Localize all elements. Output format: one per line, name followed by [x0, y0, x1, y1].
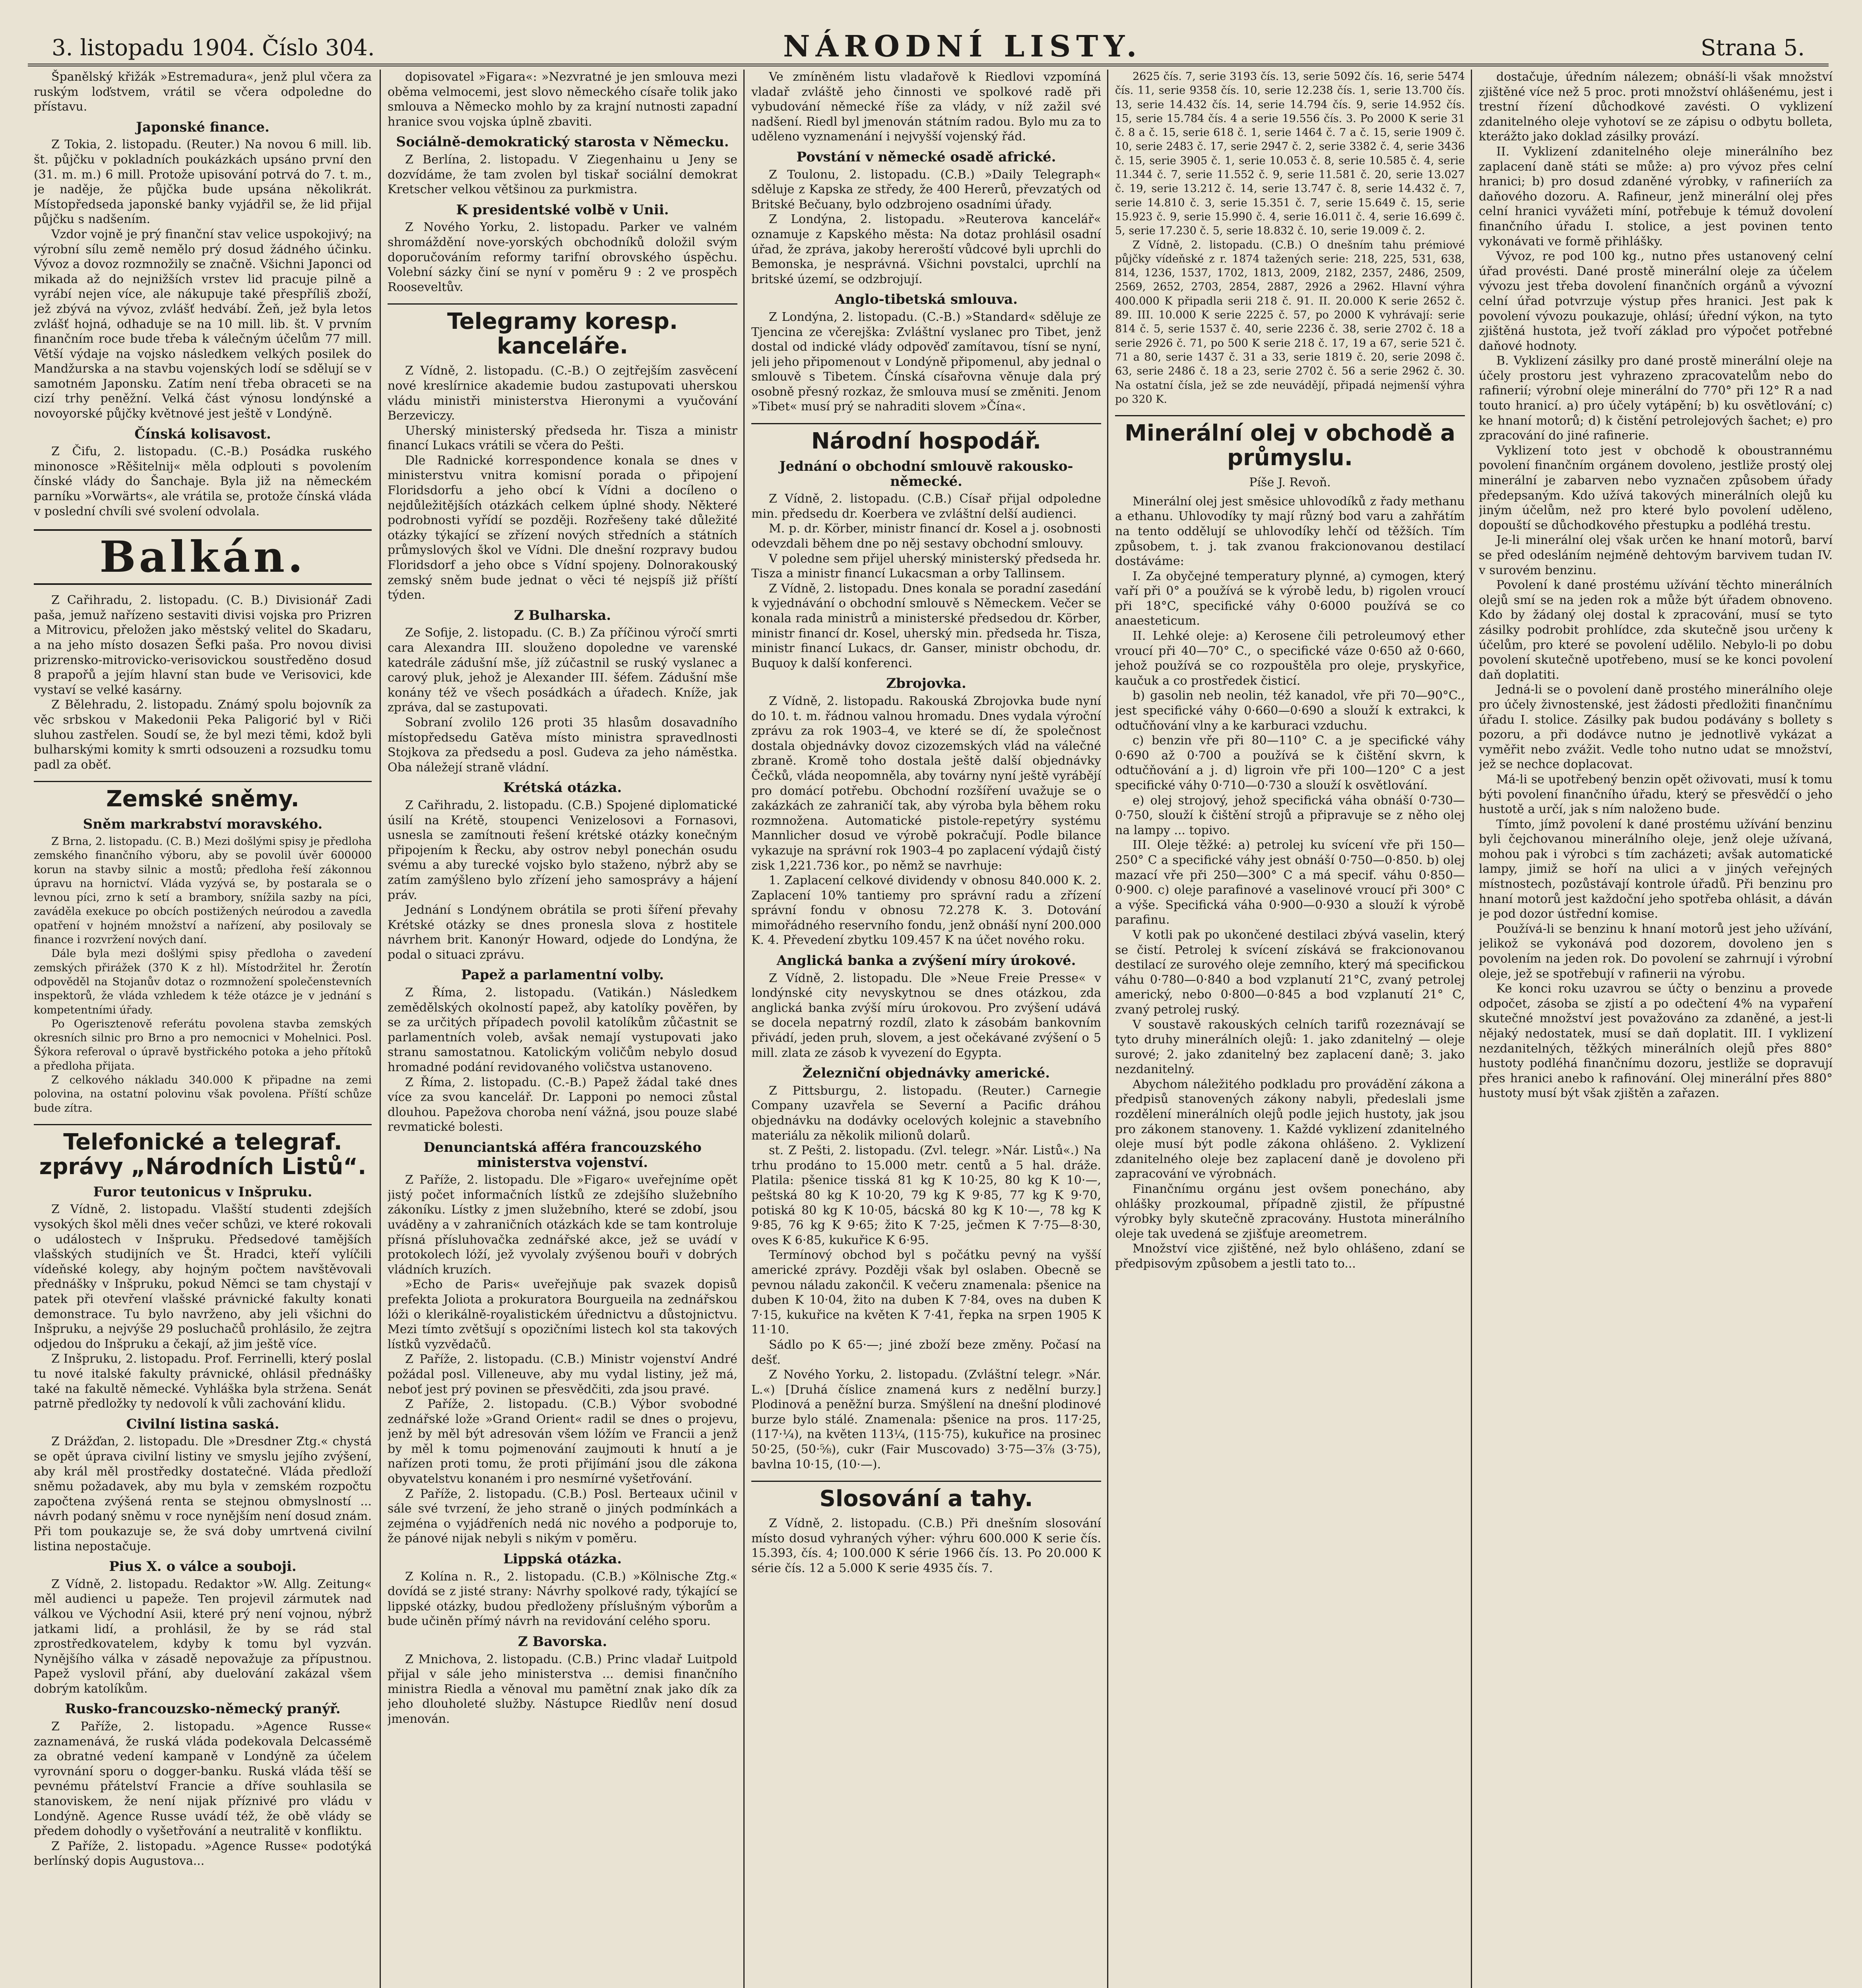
headline-american-rail: Železniční objednávky americké. [802, 1065, 1050, 1081]
article-paragraph: Tímto, jímž povolení k dané prostému užívání benzinu byli čejchovanou minerálního oleje, jenž oleje užívaná, mohou pak i výrobci s tím zacházeti; avšak automatické lampy, jimiž se hoří na ulici a v jiných veřejných místnostech, pozůstávají kontrole úřadů. Při benzinu pro hnaní motorů jest každoční jeho spotřeba ohlásit, a dáván je pod dozor ústřední komise. [1479, 817, 1833, 921]
article-paragraph: Z Paříže, 2. listopadu. »Agence Russe« podotýká berlínský dopis Augustova... [34, 1839, 372, 1868]
headline-crete: Krétská otázka. [503, 780, 622, 796]
lottery-numbers: Z Vídně, 2. listopadu. (C.B.) O dnešním tahu prémiové půjčky vídeňské z r. 1874 tažených serie: 218, 225, 531, 638, 814, 1236, 1537, 1702, 1813, 2009, 2182, 2357, 2486, 2509, 2569, 2652, 2703, 2854, 2887, 2926 a 2962. Hlavní výhra 400.000 K připadla serii 218 č. 91. II. 20.000 K serie 2652 č. 89. III. 10.000 K serie 2225 č. 57, po 2000 K vyhrávají: serie 814 č. 5, serie 1537 č. 40, serie 2236 č. 38, serie 2702 č. 18 a serie 2926 č. 71, po 500 K serie 218 č. 17, 19 a 67, serie 521 č. 71 a 80, serie 1437 č. 31 a 33, serie 1819 č. 20, serie 2098 č. 63, serie 2486 č. 18 a 23, serie 2702 č. 56 a serie 2962 č. 30. Na ostatní čísla, jež se zde neuvádějí, připadá nejmenší výhra po 320 K. [1115, 239, 1465, 406]
article-paragraph: Z Tokia, 2. listopadu. (Reuter.) Na novou 6 mill. lib. št. půjčku v pokladních poukázkách upsáno první den (31. m. m.) 6 mill. Protože upisování potrvá do 7. t. m., je naděje, že půjčka bude upsána několikrát. Místopředseda japonské banky vyjádřil se, že lid přijal půjčku s nadšením. [34, 138, 372, 227]
article-paragraph: III. Oleje těžké: a) petrolej ku svícení vře při 150—250° C a specifické váhy jest obnáší 0·750—0·850. b) olej mazací vře při 250—300° C a má specif. váhu 0·850—0·900. c) oleje parafinové a vaselinové vroucí při 300° C a výše. Specifická váha 0·900—0·930 a slouží k výrobě parafinu. [1115, 838, 1465, 927]
article-paragraph: Je-li minerální olej však určen ke hnaní motorů, barví se před odesláním nejméně dehtovým barvivem tudan IV. v surovém benzinu. [1479, 533, 1833, 577]
article-paragraph: Z Vídně, 2. listopadu. (C.-B.) O zejtřejším zasvěcení nové kreslírnice akademie budou zastupovati uherskou vládu ministři ministerstva Hieronymi a vyučování Berzeviczy. [388, 364, 737, 423]
article-paragraph: Z Pittsburgu, 2. listopadu. (Reuter.) Carnegie Company uzavřela se Severní a Pacific dráhou objednávku na dodávky ocelových kolejnic a stavebního materiálu za několik milionů dolarů. [751, 1083, 1101, 1143]
article-paragraph: Z Vídně, 2. listopadu. (C.B.) Při dnešním slosování místo dosud vyhraných výher: výhru 600.000 K serie čís. 15.393, čís. 4; 100.000 K série 1966 čís. 13. Po 20.000 K série čís. 12 a 5.000 K serie 4935 čís. 7. [751, 1516, 1101, 1576]
article-paragraph: e) olej strojový, jehož specifická váha obnáší 0·730—0·750, slouží k čištění strojů a připravuje se z něho olej na lampy ... topivo. [1115, 793, 1465, 837]
article-paragraph: Z Nového Yorku, 2. listopadu. Parker ve valném shromáždění nove-yorských obchodníků doložil svým doporučováním reformy tarifní obrovského úspěchu. Volební sázky činí se nyní v poměru 9 : 2 ve prospěch Rooseveltův. [388, 220, 737, 294]
lottery-numbers: 2625 čís. 7, serie 3193 čís. 13, serie 5092 čís. 16, serie 5474 čís. 11, serie 9358 čís. 10, serie 12.238 čís. 1, serie 13.700 čís. 13, serie 14.432 čís. 14, serie 14.794 čís. 9, serie 14.952 čís. 15, serie 15.784 čís. 4 a serie 19.556 čís. 3. Po 2000 K serie 31 č. 8 a č. 15, serie 618 č. 1, serie 1464 č. 7 a č. 15, serie 1909 č. 10, serie 2483 č. 17, serie 2947 č. 2, serie 3382 č. 4, serie 3436 č. 15, serie 3905 č. 1, serie 10.053 č. 8, serie 10.585 č. 4, serie 11.344 č. 7, serie 11.552 č. 9, serie 11.581 č. 20, serie 13.027 č. 19, serie 13.212 č. 14, serie 13.747 č. 8, serie 14.432 č. 7, serie 14.810 č. 3, serie 15.351 č. 7, serie 15.649 č. 15, serie 15.923 č. 9, serie 15.990 č. 4, serie 16.011 č. 4, serie 16.699 č. 5, serie 17.230 č. 5, serie 18.832 č. 10, serie 19.009 č. 2. [1115, 70, 1465, 237]
article-paragraph: Z Vídně, 2. listopadu. Vlašští studenti zdejších vysokých škol měli dnes večer schůzi, ve které rokovali o událostech v Inšpruku. Předsedové tamějších vlašských studijních ve Št. Hradci, kteří vylíčili vídeňské kolegy, aby hojným počtem navštěvovali přednášky v Inšpruku, pokud Němci se tam chystají v patek při otevření vlašské právnické fakulty konati demonstrace. Tu bylo navrženo, aby jeli všichni do Inšpruku, a nejvýše 29 posluchačů prohlásilo, že zejtra odjedou do Inšpruku a čekají, až jim ještě více. [34, 1202, 372, 1351]
article-paragraph: Má-li se upotřebený benzin opět oživovati, musí k tomu býti povolení finančního úřadu, který se přesvědčí o jeho hustotě a určí, jak s ním naloženo bude. [1479, 772, 1833, 817]
column-rule [743, 70, 745, 1988]
article-paragraph: Z Berlína, 2. listopadu. V Ziegenhainu u Jeny se dozvídáme, že tam zvolen byl tiskař sociální demokrat Kretscher velkou většinou za purkmistra. [388, 152, 737, 197]
article-paragraph: Množství vice zjištěné, než bylo ohlášeno, zdaní se předpisovým způsobem a jestli tato to... [1115, 1242, 1465, 1271]
section-telephone-reports: Telefonické a telegraf. zprávy „Národních Listů“. [34, 1124, 372, 1179]
article-paragraph: Z celkového nákladu 340.000 K připadne na zemi polovina, na ostatní polovinu však povolena. Příští schůze bude zítra. [34, 1074, 372, 1114]
article-paragraph: »Echo de Paris« uveřejňuje pak svazek dopisů prefekta Joliota a prokuratora Bourgueila na zednářskou lóži o klerikálně-royalistickém úřednictvu a důstojnictvu. Mezi tímto zvětšují s opozičními listech kol sta takových lístků vyzvědačů. [388, 1277, 737, 1351]
article-paragraph: Dle Radnické korrespondence konala se dnes v ministerstvu vnitra komisní porada o připojení Floridsdorfu a jeho obcí k Vídni a docíleno o nejdůležitějších otázkách celkem úplné shody. Některé podrobnosti vyřídí se později. Rozřešeny také důležité otázky týkající se zřízení nových středních a státních průmyslových škol ve Vídni. Dle dnešní rozpravy budou Floridsdorf a jeho obce s Vídní spojeny. Dolnorakouský zemský sněm bude jednat o věci té nejspíš již příští týden. [388, 453, 737, 602]
article-paragraph: M. p. dr. Körber, ministr financí dr. Kosel a j. osobnosti odevzdali během dne po něj sestavy obchodní smlouvy. [751, 522, 1101, 551]
headline-tibet-treaty: Anglo-tibetská smlouva. [835, 291, 1018, 308]
article-paragraph: Z Paříže, 2. listopadu. (C.B.) Ministr vojenství André požádal posl. Villeneuve, aby mu vydal listiny, jež má, neboť jest prý povinen se přesvědčiti, zda jsou pravé. [388, 1352, 737, 1396]
article-paragraph: Z Inšpruku, 2. listopadu. Prof. Ferrinelli, který poslal tu nové italské fakulty právnické, ohlásil přednášky také na fakultě německé. Vyhláška byla stržena. Senát patrně předložky ty nedovolí k vůli zachování klidu. [34, 1352, 372, 1411]
article-paragraph: Z Toulonu, 2. listopadu. (C.B.) »Daily Telegraph« sděluje z Kapska ze středy, že 400 Hererů, převzatých od Britské Bečuany, bylo odzbrojeno osadními úřady. [751, 167, 1101, 212]
article-paragraph: Z Vídně, 2. listopadu. Rakouská Zbrojovka bude nyní do 10. t. m. řádnou valnou hromadu. Dnes vydala výroční zprávu za rok 1903–4, ve které se dí, že společnost dostala objednávky dovoz cizozemských vlád na válečné zbraně. Kromě toho dostala ještě další objednávky Čečků, vláda neopomněla, aby továrny nyní ještě vyrábějí pro domácí potřebu. Obchodní rozšíření uvažuje se o zakázkách ze zahraničí tak, aby výroba byla během roku rozmnožena. Automatické pistole-repetýry systému Mannlicher dosud ve výrobě pokračují. Podle bilance vykazuje na správní rok 1903–4 po zaplacení výdajů čistý zisk 1,221.736 kor., po němž se navrhuje: [751, 694, 1101, 873]
article-paragraph: Sádlo po K 65·—; jiné zboží beze změny. Počasí na dešť. [751, 1338, 1101, 1367]
article-paragraph: Z Vídně, 2. listopadu. Dle »Neue Freie Presse« v londýnské city nevyskytnou se dnes otázkou, zda anglická banka zvýší míru úrokovou. Pro zvýšení udává se docela nepatrný rozdíl, zlato k zásobám bankovním přivádí, jeden pruh, slovem, a jest očekávané zvýšení o 5 mill. zlata ze zásob k vyvezení do Egypta. [751, 971, 1101, 1060]
article-paragraph: Sobraní zvolilo 126 proti 35 hlasům dosavadního místopředsedu Gatěva místo ministra spravedlnosti Stojkova za předsedu a posl. Gudeva za jeho náměstka. Oba náležejí straně vládní. [388, 715, 737, 775]
headline-furor-teutonicus: Furor teutonicus v Inšpruku. [93, 1184, 312, 1200]
article-paragraph: Z Londýna, 2. listopadu. (C.-B.) »Standard« sděluje ze Tjencina ze včerejška: Zvláštní vyslanec pro Tibet, jenž dostal od indické vlády odpověď zamítavou, tísní se nyní, jeli jeho připomenout v Londýně připomenul, aby jednal o smlouvě s Tibetem. Čínská císařovna věnuje dala prý osobně přesný rozkaz, že smlouva musí se změniti. Jenom »Tibet« musí prý se nahraditi slovem »Čína«. [751, 310, 1101, 414]
article-paragraph: B. Vyklizení zásilky pro dané prostě minerální oleje na účely prostoru jest vyhrazeno zpracovatelům nebo do rafinerií; výrobní oleje minerální do 770° při 12° R a nad touto hranicí. a) pro účely vytápění; b) ku osvětlování; c) ke hnaní motorů; d) k čistění petrolejových šachet; e) pro zpracování do jiné rafinerie. [1479, 354, 1833, 443]
article-paragraph: Uherský ministerský předseda hr. Tisza a ministr financí Lukacs vrátili se včera do Pešti. [388, 423, 737, 453]
article-paragraph: Minerální olej jest směsice uhlovodíků z řady methanu a ethanu. Uhlovodíky ty mají různý bod varu a zahřátím na tento oddělují se uhlovodíky lehčí od těžších. Tím způsobem, t. j. tak zvanou frakcionovanou destilací dostáváme: [1115, 494, 1465, 569]
headline-pius-x: Pius X. o válce a souboji. [109, 1559, 297, 1575]
article-paragraph: Z Mnichova, 2. listopadu. (C.B.) Princ vladař Luitpold přijal v sále jeho ministerstva ... demisi finančního ministra Riedla a věnoval mu pamětní znak jako dík za jeho dlouholeté služby. Nástupce Riedlův není dosud jmenován. [388, 1652, 737, 1726]
headline-english-bank: Anglická banka a zvýšení míry úrokové. [776, 953, 1076, 969]
article-paragraph: Z Paříže, 2. listopadu. (C.B.) Posl. Berteaux učinil v sále své tvrzení, že jeho straně o jiných podmínkách a zejména o vyjádřeních nedá nic nového a podporuje to, že pánové nijak nebyli s nikým v poměru. [388, 1487, 737, 1546]
article-paragraph: Dále byla mezi došlými spisy předloha o zavedení zemských přirážek (370 K z hl). Místodržitel hr. Žerotín odpověděl na Stojanův dotaz o rozmnožení společenstevních inspektorů, že vláda vzhledem k téže otázce je v jednání s kompetentními úřady. [34, 947, 372, 1016]
headline-trade-treaty: Jednání o obchodní smlouvě rakousko-německé. [779, 458, 1073, 489]
column-2 [388, 70, 737, 1988]
column-4 [1115, 70, 1465, 1988]
article-paragraph: Z Říma, 2. listopadu. (C.-B.) Papež žádal také dnes více za svou kancelář. Dr. Lapponi po nemoci zůstal dlouhou. Papežova choroba není vážná, jsou pouze slabé revmatické bolesti. [388, 1075, 737, 1134]
article-paragraph: Z Cařihradu, 2. listopadu. (C. B.) Divisionář Zadi paša, jemuž nařízeno sestaviti divisi vojska pro Prizren a Mitrovicu, přeložen jako městský velitel do Skadaru, a na jeho místo dosazen Šefki paša. Pro novou divisi prizrensko-mitrovicko-verisovickou soustředěno dosud 8 prapořů a jejím hlavní stan bude ve Verisovici, kde vystaví se velké kasárny. [34, 593, 372, 697]
article-paragraph: Z Nového Yorku, 2. listopadu. (Zvláštní telegr. »Nár. L.«) [Druhá číslice znamená kurs z nedělní burzy.] Plodinová a peněžní burza. Smýšlení na dnešní plodinové burze bylo stálé. Znamenala: pšenice na pros. 117·25, (117·¼), na květen 113¼, (115·75), kukuřice na prosinec 50·25, (50·⅝), cukr (Fair Muscovado) 3·75—3⅞ (3·75), bavlna 10·15, (10·—). [751, 1368, 1101, 1472]
headline-moravian-diet: Sněm markrabství moravského. [83, 816, 323, 833]
article-paragraph: Z Londýna, 2. listopadu. »Reuterova kancelář« oznamuje z Kapského města: Na dotaz prohlásil osadní úřad, že zpráva, jakoby hereroští vůdcové byli uprchli do Bemonska, je nesprávná. Všichni povstalci, uprchlí na britské území, se odzbrojují. [751, 212, 1101, 286]
article-paragraph: Z Paříže, 2. listopadu. »Agence Russe« zaznamenává, že ruská vláda podekovala Delcassémě za obratné vedení kampaně v Londýně za účelem vyrovnání sporu o dogger-banku. Ruská vláda těší se pevnému přátelství Francie a dříve souhlasila se stanoviskem, že není nijak příznivé pro vládu v Londýně. Agence Russe uvádí též, že obě vlády se předem dohodly o vyšetřování a neutralitě v konfliktu. [34, 1720, 372, 1839]
section-telegrams: Telegramy koresp. kanceláře. [388, 303, 737, 359]
section-mineral-oil: Minerální olej v obchodě a průmyslu. [1115, 415, 1465, 470]
section-balkan: Balkán. [34, 529, 372, 585]
headline-bavaria: Z Bavorska. [518, 1634, 607, 1650]
article-paragraph: Po Ogerisztenově referátu povolena stavba zemských okresních silnic pro Brno a pro nemocnici v Mohelnici. Posl. Šýkora referoval o úpravě bystřického potoka a jeho přítoků a předloha přijata. [34, 1017, 372, 1072]
article-paragraph: I. Za obyčejné temperatury plynné, a) cymogen, který vaří při 0° a používá se k výrobě ledu, b) rigolen vroucí při 18°C, specifické váhy 0·6000 používá se co anaesteticum. [1115, 569, 1465, 628]
article-paragraph: Ve zmíněném listu vladařově k Riedlovi vzpomíná vladař zvláště jeho činnosti ve spolkové radě při vybudování německé říše za vlády, v níž zažil své nadšení. Riedl byl jmenován státním radou. Bylo mu za to uděleno vyznamenání i nejvyšší vojenský řád. [751, 70, 1101, 144]
article-paragraph: Z Cařihradu, 2. listopadu. (C.B.) Spojené diplomatické úsilí na Krétě, stoupenci Venizelosovi a Fornasovi, usnesla se zamítnouti řešení krétské otázky konečným připojením k Řecku, aby ostrov nebyl ponechán osudu svému a aby turecké vojsko bylo staženo, nýbrž aby se zatím zamýšleno bylo zřízení jeho samosprávy a hájení práv. [388, 798, 737, 902]
article-paragraph: V kotli pak po ukončené destilaci zbývá vaselin, který se čistí. Petrolej k svícení získává se frakcionovanou destilací ze surového oleje zemního, který má specifickou váhu 0·780—0·840 a bod vzplanutí 21°C, zvaný petrolej americký, nebo 0·800—0·845 a bod vzplanutí 21° C, zvaný petrolej ruský. [1115, 928, 1465, 1017]
article-paragraph: V soustavě rakouských celních tarifů rozeznávají se tyto druhy minerálních olejů: 1. jako zdanitelný — oleje surové; 2. jako zdanitelný bez zaplacení daně; 3. jako nezdanitelný. [1115, 1017, 1465, 1077]
article-paragraph: st. Z Pešti, 2. listopadu. (Zvl. telegr. »Nár. Listů«.) Na trhu prodáno to 15.000 metr. centů a 5 hal. dráže. Platila: pšenice tisská 81 kg K 10·25, 80 kg K 10·—, peštská 80 kg K 10·20, 79 kg K 9·85, 77 kg K 9·70, potiská 80 kg K 10·05, bácská 80 kg K 10·—, 78 kg K 9·85, 76 kg K 9·65; žito K 7·25, ječmen K 7·75—8·30, oves K 6·85, kukuřice K 6·95. [751, 1143, 1101, 1247]
article-paragraph: Jedná-li se o povolení daně prostého minerálního oleje pro účely živnostenské, jest žádosti předložiti finančnímu úřadu I. stolice. Zásilky pak budou podávány s bollety s pozoru, a při dodávce nutno je jednotlivě vykázat a vyměřit nebo zvážit. Vedle toho nutno udat se množství, jež se nechce doplacovat. [1479, 683, 1833, 772]
headline-african-uprising: Povstání v německé osadě africké. [796, 149, 1056, 165]
section-national-economist: Národní hospodář. [751, 423, 1101, 454]
article-paragraph: Abychom náležitého podkladu pro provádění zákona a předpisů stanovených zákony nabyli, předeslali jsme rozdělení minerálních olejů podle jejich hustoty, jak jsou pro zákonem stanoveny. 1. Každé vyklizení zdanitelného oleje musí být podle zákona ohlášeno. 2. Vyklizení zdanitelného oleje bez zaplacení daně je dovoleno při zapracování ve výrobnách. [1115, 1077, 1465, 1181]
article-spanish-cruiser: Španělský křižák »Estremadura«, jenž plul včera za ruským loďstvem, vrátil se včera odpoledne do přístavu. [34, 70, 372, 114]
article-paragraph: Termínový obchod byl s počátku pevný na vyšší americké zprávy. Později však byl oslaben. Obecně se pevnou náladu zakončil. K večeru znamenala: pšenice na duben K 10·04, žito na duben K 7·84, oves na duben K 7·15, kukuřice na květen K 7·41, řepka na srpen 1905 K 11·10. [751, 1248, 1101, 1337]
article-paragraph: Ke konci roku uzavrou se účty o benzinu a provede odpočet, zásoba se zjistí a po odečtení 4% na vypaření skutečné množství jest považováno za zdaněné, a jest-li nějaký nedostatek, musí se daň doplatit. III. I vyklizení nezdanitelných, těžkých minerálních olejů přes 880° hustoty podléhá finančnímu dozoru, jestliže se dopravují přes hranici anebo k rafinování. Olej minerální přes 880° hustoty musí být však zjištěn a zařazen. [1479, 982, 1833, 1101]
column-3 [751, 70, 1101, 1988]
article-paragraph: II. Vyklizení zdanitelného oleje minerálního bez zaplacení daně státi se může: a) pro vývoz přes celní hranici; b) pro dosud zdaněné výrobky, v rafineriích za daňového dozoru. A. Rafineur, jenž minerální olej přes celní hranici vyvážeti míní, potřebuje k témuž dovolení finančního úřadu I. stolice, a jest povinen tento vykonávati ve formě přihlášky. [1479, 144, 1833, 248]
article-paragraph: Z Paříže, 2. listopadu. (C.B.) Výbor svobodné zednářské lože »Grand Orient« radil se dnes o projevu, jenž by měl být adresován všem lóžím ve Francii a jenž by měl k tomu pojmenování zaujmouti k hnutí a je nařízen proti tomu, že proti přijímání jsou dle zákona obyvatelstvu konaném i pro nesmírné vyšetřování. [388, 1397, 737, 1486]
article-paragraph: Z Vídně, 2. listopadu. Redaktor »W. Allg. Zeitung« měl audienci u papeže. Ten projevil zármutek nad válkou ve Východní Asii, které prý není vojnou, nýbrž jatkami lidí, a prohlásil, že by se rád stal zprostředkovatelem, kdyby k tomu byl vyzván. Nynějšího válka v zásadě nepovažuje za přípustnou. Papež vyslovil přání, aby duelování zakázal všem dobrým katolíkům. [34, 1577, 372, 1696]
article-paragraph: b) gasolin neb neolin, též kanadol, vře při 70—90°C., jest specifické váhy 0·660—0·690 a slouží k extrakci, k odtučňování vlny a ke karburaci vzduchu. [1115, 689, 1465, 733]
article-author: Píše J. Revoň. [1249, 476, 1331, 490]
article-paragraph: V poledne sem přijel uherský ministerský předseda hr. Tisza a ministr financí Lukacsman a orby Tallinsem. [751, 551, 1101, 581]
article-paragraph: Vývoz, re pod 100 kg., nutno přes ustanovený celní úřad provésti. Dané prostě minerální oleje za účelem vývozu jest třeba dovolení finančních orgánů a vývozní celní úřad potvrzuje výstup přes hranici. Jest pak k povolení vývozu poukazuje, ohlásí; úřední výkon, na tyto zjištěná hustota, jež tvoří základ pro výpočet potřebné daňové hodnoty. [1479, 249, 1833, 353]
article-paragraph: Vzdor vojně je prý finanční stav velice uspokojivý; na výrobní sílu země nemělo prý dosud žádného účinku. Vývoz a dovoz rozmnožily se značně. Všichni Japonci od mikada až do nejnižších vrstev lid pracuje pilně a vyrábí nejen více, ale nákupuje také přespříliš zboží, jež zbývá na vývoz, zvlášť hedvábí. Žeň, jež byla letos zvlášť hojná, odhaduje se na 10 mill. lib. št. V prvním finančním roce bude třeba k válečným účelům 77 mill. Větší výdaje na vojsko následkem velkých posilek do Mandžurska a na stavbu vojenských lodí se sdělují se v samotném Japonsku. Zatím není třeba obraceti se na cizí trhy peněžní. Velká část výnosu londýnské a novoyorské půjčky květnové jest ještě v Londýně. [34, 227, 372, 421]
column-rule [380, 70, 381, 1988]
article-paragraph: Z Vídně, 2. listopadu. Dnes konala se poradní zasedání k vyjednávání o obchodní smlouvě s Německem. Večer se konala rada ministrů a ministerské předsedou dr. Körber, ministr financí dr. Kosel, uherský min. předseda hr. Tisza, ministr financí Lukacs, dr. Ganser, ministr obchodu, dr. Buquoy k další konferenci. [751, 581, 1101, 670]
headline-french-affair: Denunciantská afféra francouzského ministerstva vojenství. [423, 1140, 702, 1171]
headline-us-election: K presidentské volbě v Unii. [456, 202, 669, 218]
headline-china: Čínská kolisavost. [134, 426, 271, 442]
headline-russo-french-german: Rusko-francouzsko-německý pranýř. [65, 1701, 341, 1717]
column-rule [1471, 70, 1472, 1988]
headline-pope-elections: Papež a parlamentní volby. [461, 967, 664, 983]
article-paragraph: Z Bělehradu, 2. listopadu. Známý spolu bojovník za věc srbskou v Makedonii Peka Paligorić byl v Riči sluhou zastřelen. Soudí se, že byl mezi těmi, kdož byli bulharskými komity k smrti odsouzeni a rozsudku tomu padl za oběť. [34, 698, 372, 772]
article-paragraph: Vyklizení toto jest v obchodě k oboustrannému povolení finančním orgánem dovoleno, jestliže prostý olej minerální je zabarven nebo vyznačen způsobem úřady předepsaným. Kdo užívá takových minerálních olejů ku jiným účelům, než pro které bylo povolení uděleno, dopouští se důchodkového přestupku a podléhá trestu. [1479, 443, 1833, 532]
page-number: Strana 5. [1701, 35, 1805, 61]
article-paragraph: Finančnímu orgánu jest ovšem ponecháno, aby ohlášky prozkoumal, případně zjistil, že přípustné výrobky byly skutečně zpracovány. Hustota minerálního oleje tak uvedená se zjišťuje areometrem. [1115, 1182, 1465, 1241]
headline-social-democrat-mayor: Sociálně-demokratický starosta v Německu. [396, 134, 729, 150]
headline-lippe: Lippská otázka. [503, 1551, 622, 1567]
article-paragraph: 1. Zaplacení celkové dividendy v obnosu 840.000 K. 2. Zaplacení 10% tantiemy pro správní radu a zřízení správní fondu v obnosu 72.278 K. 3. Dotování mimořádného reservního fondu, jenž obnáší nyní 200.000 K. 4. Převedení zbytku 109.457 K na účet nového roku. [751, 874, 1101, 947]
headline-japan-finance: Japonské finance. [136, 119, 270, 135]
article-paragraph: Z Drážďan, 2. listopadu. Dle »Dresdner Ztg.« chystá se opět úprava civilní listiny ve smyslu jejího zvýšení, aby král měl prostředky dostatečné. Vláda předloží sněmu požadavek, aby mu byla v zemském rozpočtu započtena zvýšená renta se stejnou obmyslností ... návrh podaný sněmu v roce nynějším není dosud znám. Při tom poukazuje se, že svá doby umrtvená civilní listina nepostačuje. [34, 1435, 372, 1553]
article-paragraph: Z Říma, 2. listopadu. (Vatikán.) Následkem zemědělských okolností papež, aby katolíky pověřen, by se za určitých případech povolil katolíkům zůčastnit se parlamentních voleb, avšak nemají vystupovati jako stranu samostatnou. Katolickým voličům nebylo dosud hromadné podání revidovaného voličstva ustanoveno. [388, 986, 737, 1075]
article-paragraph: Z Čifu, 2. listopadu. (C.-B.) Posádka ruského minonosce »Rěšitelnij« měla odplouti s povolením čínské vlády do Šanchaje. Byla již na německém parníku »Vorwärts«, ale vrátila se, protože čínská vláda v poslední chvíli své svolení odvolala. [34, 445, 372, 518]
page-header [28, 16, 1829, 66]
article-paragraph: Používá-li se benzinu k hnaní motorů jest jeho užívání, jelikož se vykonává pod dozorem, dovoleno jen s povolením na jeden rok. Do povolení se zahrnují i výrobní oleje, jež se spotřebují v rafinerii na výrobu. [1479, 922, 1833, 981]
article-paragraph: Jednání s Londýnem obrátila se proti šíření převahy Krétské otázky se dnes pronesla slova z hostitele návrhem brit. Kanonýr Howard, odjede do Londýna, že podal o situaci zprávu. [388, 903, 737, 962]
headline-arms-factory: Zbrojovka. [886, 676, 966, 692]
column-1 [34, 70, 372, 1988]
article-paragraph: dopisovatel »Figara«: »Nezvratné je jen smlouva mezi oběma velmocemi, jest slovo německého císaře tolik jako smlouva a Německo mohlo by za krajní nutnosti zapadní hranice svou vojska úplně zbaviti. [388, 70, 737, 129]
article-paragraph: Z Brna, 2. listopadu. (C. B.) Mezi došlými spisy je předloha zemského finančního výboru, aby se povolil úvěr 600000 korun na stavby silnic a mostů; předloha řeší zákonnou úpravu na hornictví. Vláda vyzývá se, by postarala se o levnou píci, zrno k setí a brambory, snížila sazby na píci, zaváděla exekuce po obcích postižených neúrodou a zavedla opatření v hojném množství a nařízení, aby posilovaly se finance i rozvržení nových daní. [34, 835, 372, 946]
masthead-title: NÁRODNÍ LISTY. [783, 29, 1142, 64]
column-5 [1479, 70, 1833, 1988]
headline-bulgaria: Z Bulharska. [514, 607, 611, 623]
issue-date: 3. listopadu 1904. Číslo 304. [52, 35, 375, 61]
article-paragraph: c) benzin vře při 80—110° C. a je specifické váhy 0·690 až 0·700 a používá se k čištění skvrn, k odtučňování a j. d) ligroin vře při 100—120° C a jest specifické váhy 0·710—0·730 a slouží k osvětlování. [1115, 734, 1465, 792]
article-paragraph: Z Vídně, 2. listopadu. (C.B.) Císař přijal odpoledne min. předsedu dr. Koerbera ve zvláštní delší audienci. [751, 492, 1101, 521]
article-paragraph: II. Lehké oleje: a) Kerosene čili petroleumový ether vroucí při 40—70° C., o specifické váze 0·650 až 0·660, jehož používá se co rozpouštěla pro oleje, pryskyřice, kaučuk a co prostředek čisticí. [1115, 629, 1465, 688]
headline-saxon-civil-list: Civilní listina saská. [126, 1416, 279, 1432]
section-land-diets: Zemské sněmy. [34, 781, 372, 812]
column-rule [1107, 70, 1108, 1988]
article-paragraph: Ze Sofije, 2. listopadu. (C. B.) Za příčinou výročí smrti cara Alexandra III. slouženo dopoledne ve varenské katedrále zádušní mše, jíž zúčastnil se ruský vyslanec a carový pluk, jehož je Alexander III. šéfem. Zádušní mše konány též ve všech posádkách a úřadech. Kníže, jak zpráva, dal se zastupovati. [388, 626, 737, 715]
article-paragraph: Povolení k dané prostému užívání těchto minerálních olejů smí se na jeden rok a může být úřadem obnoveno. Kdo by žádaný olej dostal k zpracování, musí se tyto zásilky podrobit prohlídce, zda skutečně jsou určeny k účelům, pro které se povolení udělilo. Nebylo-li po dobu povolení skutečně upotřebeno, musí se ke konci povolení daň doplatiti. [1479, 578, 1833, 682]
article-paragraph: Z Paříže, 2. listopadu. Dle »Figaro« uveřejníme opět jistý počet informačních lístků ze zdejšího služebního zákoníku. Lístky z jmen služebního, které se zdobí, jsou uváděny a v zahraničních otázkách kde se tam kontroluje přísná přísluhovačka zednářské akce, jež se uvádí v protokolech lóží, jež vyvolaly zvýšenou bouři v dobrých vládních kruzích. [388, 1173, 737, 1277]
article-paragraph: Z Kolína n. R., 2. listopadu. (C.B.) »Kölnische Ztg.« dovídá se z jisté strany: Návrhy spolkové rady, týkající se lippské otázky, budou předloženy příslušným výborům a bude učiněn přímý návrh na revidování celého sporu. [388, 1569, 737, 1629]
article-paragraph: dostačuje, úředním nálezem; obnáší-li však množství zjištěné více než 5 proc. proti množství ohlášenému, jest i trestní řízení důchodkové zavésti. O vyklizení zdanitelného oleje vyhotoví se ze zápisu o odbytu bolleta, kterážto jako doklad zásilky provází. [1479, 70, 1833, 144]
section-lottery: Slosování a tahy. [751, 1481, 1101, 1511]
